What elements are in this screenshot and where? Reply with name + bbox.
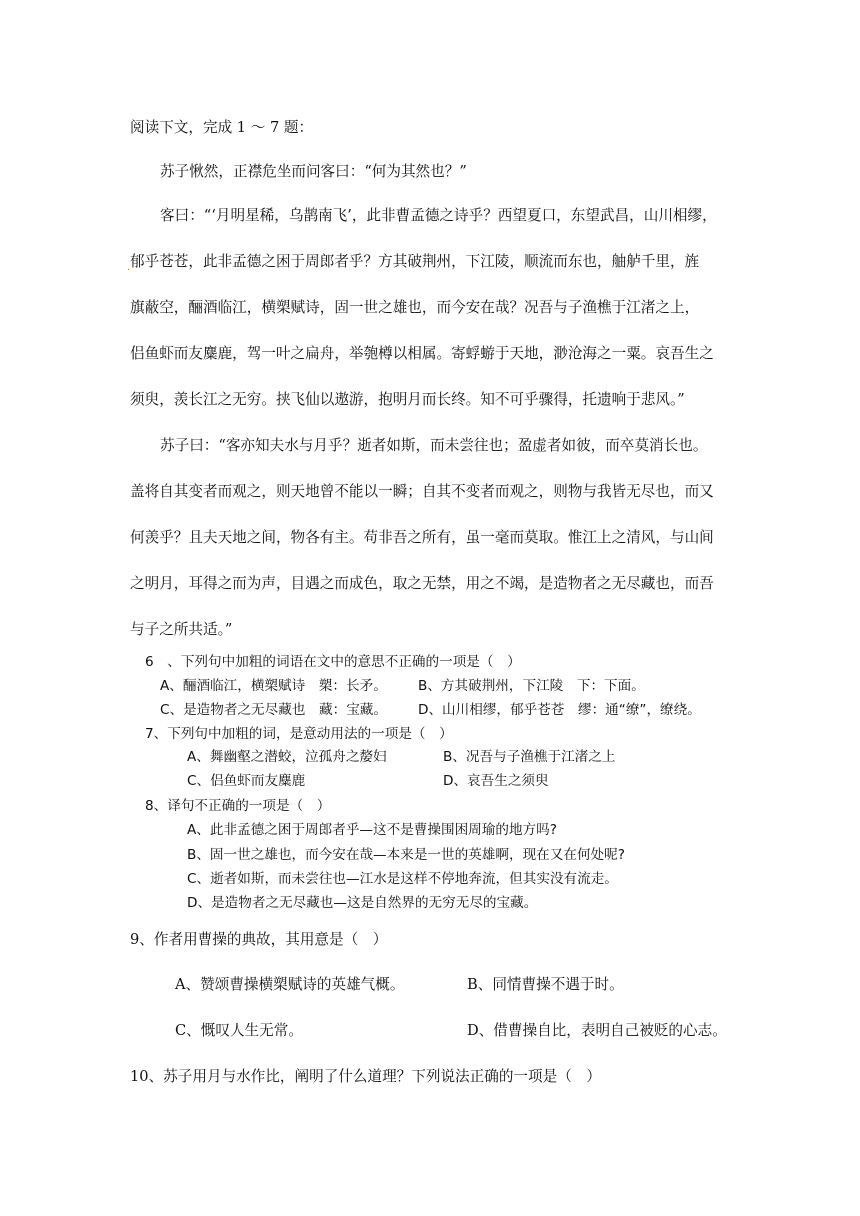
passage-paragraph-3-line-1: 苏子曰：“客亦知夫水与月乎？逝者如斯，而未尝往也；盈虚者如彼，而卒莫消长也。: [160, 437, 708, 454]
passage-paragraph-2-line-3: 旗蔽空，酾酒临江，横槊赋诗，固一世之雄也，而今安在哉？况吾与子渔樵于江渚之上，: [130, 299, 700, 316]
question-7-stem: 7、下列句中加粗的词，是意动用法的一项是（ ）: [145, 726, 453, 742]
question-6-option-a: A、酾酒临江，横槊赋诗 槊：长矛。: [160, 678, 387, 694]
passage-paragraph-2-line-2: 郁乎苍苍，此非孟德之困于周郎者乎？方其破荆州，下江陵，顺流而东也，舳舻千里，旌: [130, 253, 700, 270]
margin-mark: .: [127, 262, 131, 273]
question-8-stem: 8、译句不正确的一项是（ ）: [145, 798, 331, 814]
question-7-option-b: B、况吾与子渔樵于江渚之上: [443, 749, 616, 765]
question-9-stem: 9、作者用曹操的典故，其用意是（ ）: [130, 931, 388, 948]
passage-paragraph-2-line-5: 须臾，羡长江之无穷。挟飞仙以遨游，抱明月而长终。知不可乎骤得，托遗响于悲风。”: [130, 391, 685, 408]
question-8-option-a: A、此非孟德之困于周郎者乎—这不是曹操围困周瑜的地方吗?: [187, 822, 557, 838]
question-9-option-b: B、同情曹操不遇于时。: [467, 976, 624, 993]
question-9-option-c: C、慨叹人生无常。: [175, 1022, 303, 1039]
question-8-option-c: C、逝者如斯，而未尝往也—江水是这样不停地奔流，但其实没有流走。: [187, 871, 618, 887]
passage-paragraph-1: 苏子愀然，正襟危坐而问客曰：“何为其然也？”: [160, 163, 467, 180]
passage-paragraph-2-line-4: 侣鱼虾而友麋鹿，驾一叶之扁舟，举匏樽以相属。寄蜉蝣于天地，渺沧海之一粟。哀吾生之: [130, 345, 714, 362]
question-6-option-b: B、方其破荆州，下江陵 下：下面。: [418, 678, 645, 694]
question-10-stem: 10、苏子用月与水作比，阐明了什么道理？下列说法正确的一项是（ ）: [130, 1068, 601, 1085]
intro-instruction: 阅读下文，完成 1 ～ 7 题：: [130, 119, 314, 136]
question-6-option-c: C、是造物者之无尽藏也 藏：宝藏。: [160, 702, 387, 718]
question-9-option-a: A、赞颂曹操横槊赋诗的英雄气概。: [175, 976, 405, 993]
passage-paragraph-3-line-2: 盖将自其变者而观之，则天地曾不能以一瞬；自其不变者而观之，则物与我皆无尽也，而又: [130, 483, 714, 500]
question-8-option-d: D、是造物者之无尽藏也—这是自然界的无穷无尽的宝藏。: [187, 895, 538, 911]
question-8-option-b: B、固一世之雄也，而今安在哉—本来是一世的英雄啊，现在又在何处呢?: [187, 847, 625, 863]
passage-paragraph-2-line-1: 客曰：“‘月明星稀，乌鹊南飞’，此非曹孟德之诗乎？西望夏口，东望武昌，山川相缪，: [160, 207, 717, 224]
passage-paragraph-3-line-4: 之明月，耳得之而为声，目遇之而成色，取之无禁，用之不竭，是造物者之无尽藏也，而吾: [130, 575, 714, 592]
question-7-option-a: A、舞幽壑之潜蛟，泣孤舟之嫠妇: [187, 749, 387, 765]
question-7-option-d: D、哀吾生之须臾: [443, 773, 549, 789]
question-6-option-d: D、山川相缪，郁乎苍苍 缪：通“缭”，缭绕。: [418, 702, 701, 718]
question-7-option-c: C、侣鱼虾而友麋鹿: [187, 773, 306, 789]
question-6-stem: 6 、下列句中加粗的词语在文中的意思不正确的一项是（ ）: [145, 654, 521, 670]
question-9-option-d: D、借曹操自比，表明自己被贬的心志。: [467, 1022, 727, 1039]
passage-paragraph-3-line-5: 与子之所共适。”: [130, 621, 233, 638]
passage-paragraph-3-line-3: 何羡乎？且夫天地之间，物各有主。苟非吾之所有，虽一毫而莫取。惟江上之清风，与山间: [130, 529, 714, 546]
